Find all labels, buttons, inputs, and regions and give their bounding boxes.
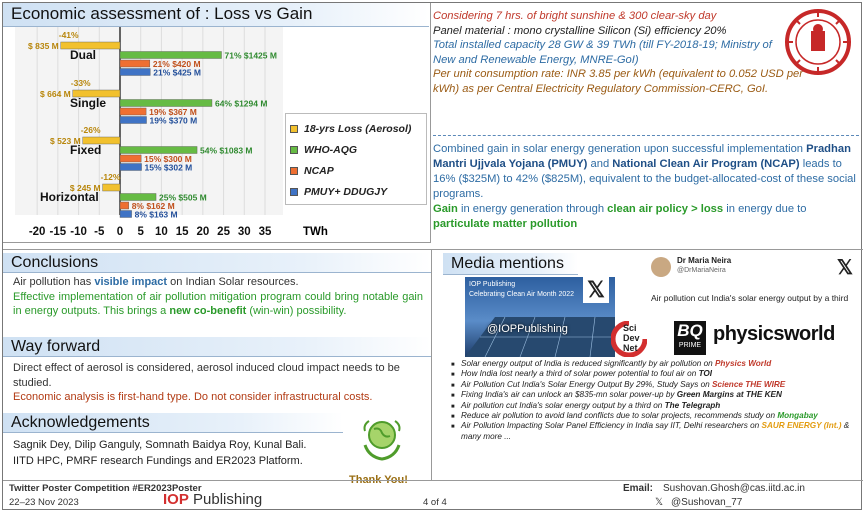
category-label-single: Single: [70, 96, 107, 110]
media-bullet-tail: & many more ...: [461, 421, 850, 441]
loss-pct-label: -41%: [58, 30, 79, 40]
gain-value-label: 21% $425 M: [153, 67, 201, 78]
x-logo-icon: 𝕏: [655, 497, 664, 508]
gain-value-label: 71% $1425 M: [224, 50, 277, 61]
media-outlet[interactable]: Physics World: [714, 359, 772, 368]
bq-label: BQ: [677, 321, 703, 340]
media-bullet-text: Air Pollution Impacting Solar Panel Efficiency in India say IIT, Delhi researchers on: [461, 421, 762, 431]
bar-2: [120, 202, 129, 209]
tweet-card: [641, 251, 861, 311]
media-bullet-item: [461, 411, 859, 421]
media-heading: Media mentions: [443, 253, 578, 275]
iop-handle: @IOPPublishing: [487, 323, 568, 335]
conclusions-heading: Conclusions: [3, 253, 431, 273]
tweet-handle: @DrMariaNeira: [677, 267, 726, 274]
media-bullet-item: [461, 359, 859, 369]
concl-l2a: Effective implementation of air pollution mitigation program could bring notable gain in energy outputs. This brings a: [13, 290, 423, 317]
x-tick-label: 25: [217, 226, 230, 238]
way-l1: Direct effect of aerosol is considered, aerosol induced cloud impact needs to be studied.: [13, 362, 400, 389]
media-outlet[interactable]: SAUR ENERGY (Int.): [761, 421, 842, 431]
iop-word: IOP: [163, 491, 189, 508]
ack-body: [13, 437, 343, 469]
legend-label: NCAP: [304, 164, 334, 177]
bar-1: [120, 194, 156, 201]
category-label-horizontal: Horizontal: [40, 190, 99, 204]
loss-pct-label: -12%: [100, 172, 121, 182]
bar-2: [120, 108, 146, 115]
way-forward-heading: Way forward: [3, 337, 431, 357]
bar-3: [120, 117, 147, 124]
media-outlet[interactable]: Green Margins at THE KEN: [676, 390, 782, 400]
legend-label: PMUY+ DDUGJY: [304, 185, 388, 198]
legend-item: [290, 139, 422, 160]
footer: [3, 480, 863, 511]
email-label: Email:: [623, 483, 654, 494]
media-bullet-item: [461, 369, 859, 379]
gain-value-label: 8% $162 M: [131, 201, 175, 211]
x-tick-label: 0: [116, 226, 124, 238]
media-outlet[interactable]: Science THE WIRE: [711, 379, 786, 389]
concl-cobenefit: new co-benefit: [169, 305, 247, 317]
chart-panel: [3, 3, 431, 243]
bar-3: [120, 164, 142, 171]
media-bullet-item: [461, 380, 859, 390]
legend-swatch: [290, 125, 298, 133]
bar-1: [120, 52, 222, 59]
legend-item: [290, 160, 422, 181]
media-bullet-text: Reduce air pollution to avoid land conflicts due to solar projects, recommends study on: [461, 411, 778, 421]
gain-word: Gain: [433, 203, 458, 215]
bar-1: [120, 100, 212, 107]
media-outlet[interactable]: Mongabay: [777, 411, 818, 421]
combined-intro: Combined gain in solar energy generation upon successful implementation: [433, 143, 804, 155]
x-tick-label: 20: [196, 226, 210, 238]
media-bullet-item: [461, 390, 859, 400]
media-bullet-item: [461, 421, 859, 442]
media-bullet-text: How India lost nearly a third of solar power potential to foul air on: [461, 369, 699, 379]
concl-l1a: Air pollution has: [13, 276, 95, 288]
loss-text: in energy due to: [723, 203, 807, 215]
tweet-text: Air pollution cut India's solar energy output by a third: [651, 293, 849, 303]
avatar: [651, 257, 671, 277]
x-tick-label: -20: [28, 226, 46, 238]
pm-pollution: particulate matter pollution: [433, 218, 578, 230]
x-tick-label: 15: [175, 226, 189, 238]
divider: [3, 249, 863, 250]
media-bullet-text: Solar energy output of India is reduced significantly by air pollution on: [461, 359, 715, 368]
bar-3: [120, 211, 132, 218]
loss-pct-label: -26%: [80, 125, 101, 135]
ack-names: Sagnik Dey, Dilip Ganguly, Somnath Baidya Roy, Kunal Bali.: [13, 439, 307, 451]
clean-air-policy: clean air policy > loss: [607, 203, 724, 215]
pmuy-label: Pradhan Mantri Ujjvala Yojana (PMUY): [433, 143, 851, 170]
gain-value-label: 54% $1083 M: [200, 145, 253, 156]
bar-3: [120, 69, 150, 76]
legend-swatch: [290, 167, 298, 175]
iitd-emblem-icon: [781, 7, 855, 77]
gain-value-label: 8% $163 M: [134, 209, 178, 220]
x-axis-unit: TWh: [303, 226, 328, 238]
concl-visible-impact: visible impact: [94, 276, 168, 288]
media-bullets: [449, 359, 859, 442]
media-bullet-text: Air Pollution Cut India's Solar Energy Output By 29%, Study Says on: [461, 379, 712, 389]
media-bullet-item: [461, 401, 859, 411]
assumption-capacity: Total installed capacity 28 GW & 39 TWh (till FY-2018-19; Ministry of New and Renewable Energy, MNRE-GoI): [433, 39, 772, 66]
gain-text: in energy generation through: [457, 203, 608, 215]
loss-value-label: $ 664 M: [40, 89, 71, 99]
loss-value-label: $ 245 M: [69, 183, 101, 193]
concl-l1c: on Indian Solar resources.: [167, 276, 299, 288]
assumption-panel: Panel material : mono crystalline Silicon (Si) efficiency 20%: [433, 24, 727, 37]
x-tick-label: -5: [94, 226, 105, 238]
poster-frame: [2, 2, 862, 510]
media-outlet[interactable]: TOI: [698, 369, 713, 379]
ack-funds: IITD HPC, PMRF research Fundings and ER2023 Platform.: [13, 455, 303, 467]
iop-publishing-logo: [163, 491, 262, 508]
physicsworld-logo: physicsworld: [713, 323, 835, 345]
event-dates: 22–23 Nov 2023: [9, 497, 79, 508]
loss-pct-label: -33%: [70, 78, 91, 88]
x-logo-icon: 𝕏: [836, 257, 853, 279]
green-earth-icon: [359, 415, 405, 465]
legend-item: [290, 118, 422, 139]
x-tick-label: 10: [155, 226, 168, 238]
assumption-rate: Per unit consumption rate: INR 3.85 per kWh (equivalent to 0.052 USD per kWh) as per Central Electricity Regulatory Commission-CERC, GoI.: [433, 68, 803, 95]
loss-value-label: $ 523 M: [49, 136, 81, 146]
tweet-author: Dr Maria Neira: [677, 256, 732, 265]
competition-tag: Twitter Poster Competition #ER2023Poster: [9, 483, 202, 494]
loss-value-label: $ 835 M: [28, 41, 59, 51]
gain-value-label: 19% $367 M: [149, 107, 197, 117]
bq-sub: PRIME: [678, 342, 702, 349]
legend-label: 18-yrs Loss (Aerosol): [304, 122, 412, 135]
media-bullet-text: Air pollution cut India's solar energy output by a third on: [461, 400, 665, 410]
gain-value-label: 19% $370 M: [149, 115, 198, 126]
x-logo-icon: 𝕏: [583, 277, 609, 303]
legend-item: [290, 181, 422, 202]
conclusions-body: [13, 275, 423, 319]
x-tick-label: 30: [237, 226, 251, 238]
bar-0: [103, 184, 120, 191]
email-address[interactable]: Sushovan.Ghosh@cas.iitd.ac.in: [663, 483, 805, 494]
iop-banner-text: Celebrating Clean Air Month 2022: [469, 291, 575, 298]
twitter-handle[interactable]: @Sushovan_77: [671, 497, 743, 508]
thank-you: Thank You!: [349, 474, 408, 486]
category-label-dual: Dual: [70, 48, 97, 62]
category-label-fixed: Fixed: [70, 143, 102, 157]
gain-value-label: 15% $300 M: [144, 154, 192, 164]
publishing-word: Publishing: [188, 491, 263, 508]
chart-title: Economic assessment of : Loss vs Gain: [3, 3, 429, 27]
legend-label: WHO-AQG: [304, 143, 358, 156]
combined-result: leads to 16% ($325M) to 42% ($825M), equivalent to the budget-allocated-cost of these social programs.: [433, 158, 856, 200]
scidev-label: Sci Dev Net: [623, 323, 640, 353]
media-bullet-text: Fixing India's air can unlock an $835-mn solar power-up by: [461, 390, 677, 400]
legend-swatch: [290, 188, 298, 196]
bar-2: [120, 155, 141, 162]
bar-1: [120, 147, 197, 154]
assumption-sunshine: Considering 7 hrs. of bright sunshine & 300 clear-sky day: [433, 10, 717, 22]
legend-swatch: [290, 146, 298, 154]
x-tick-label: 35: [258, 226, 272, 238]
concl-l2c: (win-win) possibility.: [246, 305, 347, 317]
ack-heading: Acknowledgements: [3, 413, 343, 433]
x-tick-label: -15: [49, 226, 67, 238]
x-tick-label: -10: [70, 226, 87, 238]
chart-legend: [285, 113, 427, 205]
way-forward-body: [13, 361, 423, 405]
gain-value-label: 21% $420 M: [152, 59, 201, 69]
way-l2: Economic analysis is first-hand type. Do not consider infrastructural costs.: [13, 391, 373, 403]
combined-gain-block: [433, 135, 859, 232]
ncap-label: National Clean Air Program (NCAP): [612, 158, 800, 170]
gain-value-label: 15% $302 M: [144, 162, 193, 173]
media-outlet[interactable]: The Telegraph: [664, 400, 721, 410]
page-number: 4 of 4: [423, 497, 447, 508]
iop-banner-brand: IOP Publishing: [469, 281, 516, 288]
x-tick-label: 5: [137, 226, 144, 238]
and-text: and: [587, 158, 613, 170]
gain-value-label: 25% $505 M: [159, 192, 207, 203]
bar-2: [120, 60, 150, 67]
divider-vertical: [431, 249, 432, 480]
bq-prime-logo: [674, 321, 706, 355]
gain-value-label: 64% $1294 M: [214, 98, 268, 109]
